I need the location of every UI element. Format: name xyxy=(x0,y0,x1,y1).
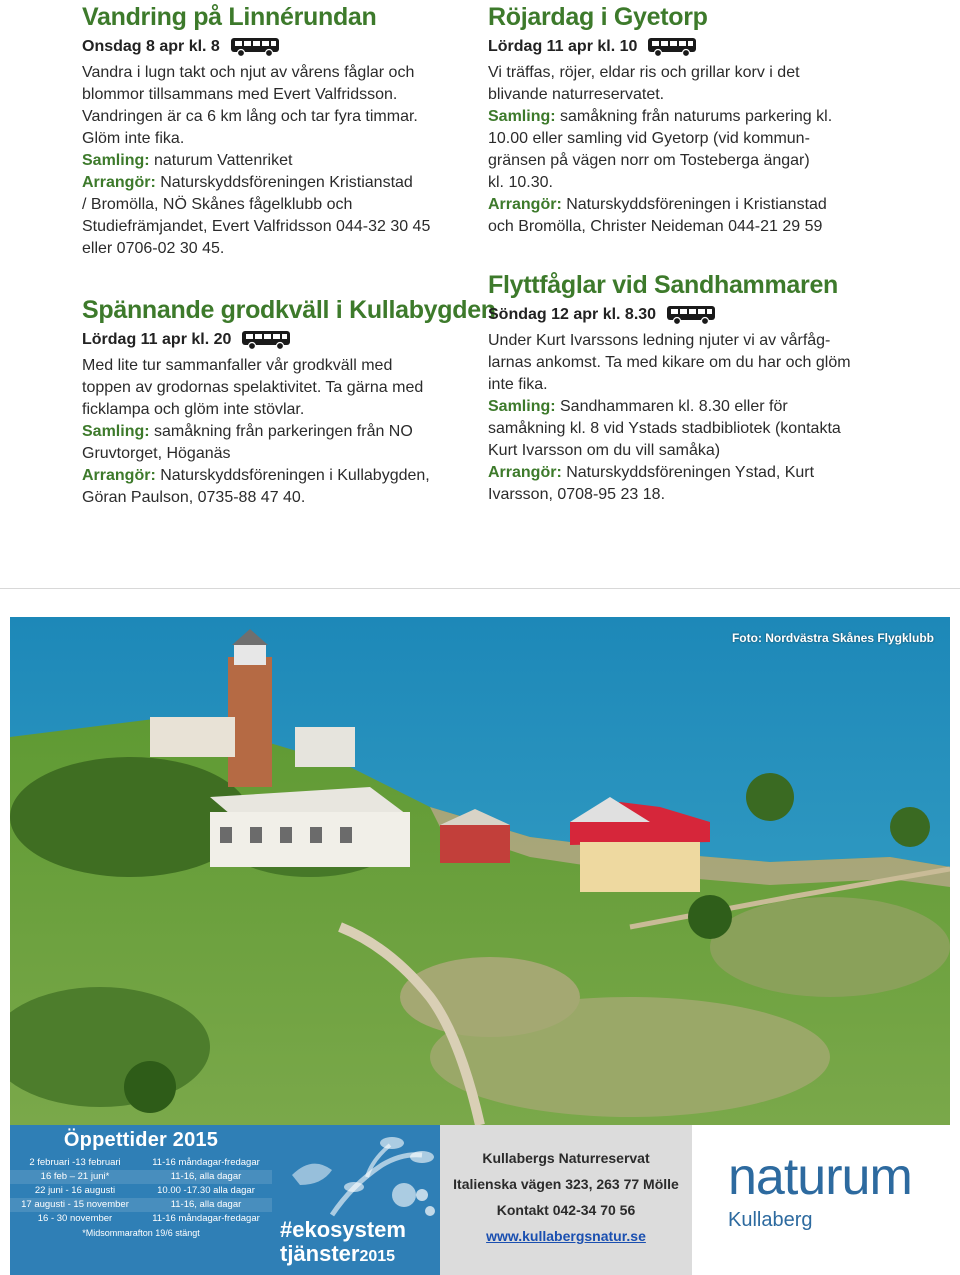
event-line xyxy=(488,150,888,172)
event-line xyxy=(488,216,888,238)
contact-panel xyxy=(440,1125,692,1275)
ekosystem-word: tjänster xyxy=(280,1241,360,1266)
event-line-text: Ivarsson, 0708-95 23 18. xyxy=(488,486,666,503)
event-line-text: blivande naturreservatet. xyxy=(488,86,665,103)
photo-credit: Foto: Nordvästra Skånes Flygklubb xyxy=(731,631,934,645)
event-field-label: Arrangör: xyxy=(488,196,562,213)
event-field-label: Arrangör: xyxy=(488,464,562,481)
event-field-label: Samling: xyxy=(488,108,556,125)
event-line xyxy=(488,62,888,84)
event-description xyxy=(488,330,888,506)
bus-icon xyxy=(666,304,716,326)
event-title: Flyttfåglar vid Sandhammaren xyxy=(488,271,839,299)
info-bar xyxy=(10,1125,950,1275)
hours-period: 16 feb – 21 juni* xyxy=(40,1171,110,1182)
event-line xyxy=(488,330,888,352)
lighthouse-photo xyxy=(10,617,950,1125)
event-line xyxy=(488,440,888,462)
event-field-label: Arrangör: xyxy=(82,467,156,484)
event-date-text: Lördag 11 apr kl. 10 xyxy=(488,38,638,55)
event-line xyxy=(82,62,472,84)
event-line-text: toppen av grodornas spelaktivitet. Ta gärna med xyxy=(82,379,424,396)
event-field-label: Samling: xyxy=(82,423,150,440)
event-field-label: Samling: xyxy=(488,398,556,415)
event-line-text: Naturskyddsföreningen Kristianstad xyxy=(155,174,413,191)
event-line-text: Gruvtorget, Höganäs xyxy=(82,445,231,462)
hours-time: 11-16 måndagar-fredagar xyxy=(152,1213,260,1224)
opening-hours-table xyxy=(10,1156,272,1226)
opening-hours-title: Öppettider 2015 xyxy=(63,1129,219,1151)
event-field-label: Arrangör: xyxy=(82,174,156,191)
bus-icon xyxy=(230,36,280,58)
event-date xyxy=(488,304,888,326)
hours-period: 22 juni - 16 augusti xyxy=(34,1185,116,1196)
hours-period: 2 februari -13 februari xyxy=(29,1157,121,1168)
event-line-text: 10.00 eller samling vid Gyetorp (vid kommun- xyxy=(488,130,810,147)
event-line xyxy=(488,418,888,440)
event-line xyxy=(488,172,888,194)
event-line-text: Naturskyddsföreningen Ystad, Kurt xyxy=(561,464,815,481)
event-line-text: Vi träffas, röjer, eldar ris och grillar korv i det xyxy=(488,64,800,81)
event-line xyxy=(82,355,472,377)
hours-row xyxy=(10,1212,272,1226)
event-line xyxy=(82,443,472,465)
hours-time: 11-16 måndagar-fredagar xyxy=(152,1157,260,1168)
event-date xyxy=(82,329,472,351)
event-line xyxy=(488,106,888,128)
event-line-text: Studiefrämjandet, Evert Valfridsson 044-32 30 45 xyxy=(82,218,431,235)
event-line-text: inte fika. xyxy=(488,376,548,393)
event-line-text: samåkning från parkeringen från NO xyxy=(149,423,413,440)
event-line xyxy=(82,399,472,421)
event-title: Spännande grodkväll i Kullabygden xyxy=(82,296,496,324)
logo-wordmark: naturum xyxy=(728,1148,912,1206)
event-date-text: Onsdag 8 apr kl. 8 xyxy=(82,38,220,55)
ekosystem-hashtag: #ekosystem xyxy=(280,1217,406,1242)
event-line xyxy=(488,194,888,216)
event-line-text: och Bromölla, Christer Neideman 044-21 29 59 xyxy=(488,218,823,235)
logo-subtitle: Kullaberg xyxy=(728,1209,813,1231)
event-line-text: Naturskyddsföreningen i Kullabygden, xyxy=(155,467,430,484)
hours-row xyxy=(10,1184,272,1198)
event-line xyxy=(82,216,472,238)
event-line xyxy=(82,194,472,216)
event-title: Vandring på Linnérundan xyxy=(82,3,377,31)
event-block xyxy=(488,268,888,506)
event-line-text: naturum Vattenriket xyxy=(149,152,293,169)
event-line-text: Vandringen är ca 6 km lång och tar fyra timmar. xyxy=(82,108,418,125)
event-line xyxy=(488,396,888,418)
event-description xyxy=(488,62,888,238)
event-line-text: Göran Paulson, 0735-88 47 40. xyxy=(82,489,306,506)
section-divider xyxy=(0,588,960,589)
event-line-text: samåkning från naturums parkering kl. xyxy=(555,108,833,125)
event-line xyxy=(82,172,472,194)
event-line-text: Glöm inte fika. xyxy=(82,130,185,147)
ekosystem-panel xyxy=(272,1125,440,1275)
event-line xyxy=(82,238,472,260)
event-field-label: Samling: xyxy=(82,152,150,169)
hours-time: 10.00 -17.30 alla dagar xyxy=(157,1185,255,1196)
event-date-text: Lördag 11 apr kl. 20 xyxy=(82,331,232,348)
event-description xyxy=(82,355,472,509)
event-line-text: gränsen på vägen norr om Tosteberga ängar) xyxy=(488,152,810,169)
reserve-name: Kullabergs Naturreservat xyxy=(482,1150,650,1166)
hours-row xyxy=(10,1170,272,1184)
event-line xyxy=(82,128,472,150)
event-line-text: eller 0706-02 30 45. xyxy=(82,240,225,257)
event-line xyxy=(82,421,472,443)
event-date-text: Söndag 12 apr kl. 8.30 xyxy=(488,306,657,323)
event-line-text: larnas ankomst. Ta med kikare om du har och glöm xyxy=(488,354,851,371)
event-line-text: samåkning kl. 8 vid Ystads stadbibliotek (kontakta xyxy=(488,420,841,437)
bus-icon xyxy=(241,329,291,351)
reserve-address: Italienska vägen 323, 263 77 Mölle xyxy=(453,1176,679,1192)
event-line-text: Under Kurt Ivarssons ledning njuter vi av vårfåg- xyxy=(488,332,831,349)
hours-time: 11-16, alla dagar xyxy=(170,1199,242,1210)
ekosystem-subtitle xyxy=(280,1241,395,1267)
event-line xyxy=(488,374,888,396)
opening-hours-note: *Midsommarafton 19/6 stängt xyxy=(82,1228,200,1238)
event-line xyxy=(82,84,472,106)
opening-hours-panel xyxy=(10,1125,272,1275)
event-line xyxy=(82,487,472,509)
event-line xyxy=(82,377,472,399)
event-line-text: Sandhammaren kl. 8.30 eller för xyxy=(555,398,788,415)
event-line xyxy=(488,462,888,484)
event-block xyxy=(82,293,496,509)
hours-time: 11-16, alla dagar xyxy=(170,1171,242,1182)
event-line-text: Vandra i lugn takt och njut av vårens fåglar och xyxy=(82,64,415,81)
event-line xyxy=(82,106,472,128)
event-description xyxy=(82,62,472,260)
event-line xyxy=(82,465,472,487)
event-block xyxy=(488,0,888,238)
event-line-text: ficklampa och glöm inte stövlar. xyxy=(82,401,305,418)
hours-period: 16 - 30 november xyxy=(37,1213,113,1224)
ekosystem-year: 2015 xyxy=(359,1248,396,1265)
event-line-text: Naturskyddsföreningen i Kristianstad xyxy=(561,196,827,213)
reserve-phone: Kontakt 042-34 70 56 xyxy=(496,1202,636,1218)
event-line-text: blommor tillsammans med Evert Valfridsson. xyxy=(82,86,398,103)
event-line xyxy=(488,128,888,150)
bus-icon xyxy=(647,36,697,58)
event-line-text: Med lite tur sammanfaller vår grodkväll med xyxy=(82,357,393,374)
event-line xyxy=(82,150,472,172)
event-line-text: kl. 10.30. xyxy=(488,174,553,191)
hours-period: 17 augusti - 15 november xyxy=(21,1199,129,1210)
reserve-website-link[interactable]: www.kullabergsnatur.se xyxy=(486,1228,646,1244)
event-line xyxy=(488,84,888,106)
lighthouse-landscape-image xyxy=(10,617,950,1125)
event-date xyxy=(488,36,888,58)
event-title: Röjardag i Gyetorp xyxy=(488,3,708,31)
event-line xyxy=(488,484,888,506)
hours-row xyxy=(10,1156,272,1170)
event-line xyxy=(488,352,888,374)
naturum-logo xyxy=(692,1125,950,1275)
event-date xyxy=(82,36,472,58)
event-line-text: / Bromölla, NÖ Skånes fågelklubb och xyxy=(82,196,353,213)
event-line-text: Kurt Ivarsson om du vill samåka) xyxy=(488,442,721,459)
event-block xyxy=(82,0,472,260)
hours-row xyxy=(10,1198,272,1212)
